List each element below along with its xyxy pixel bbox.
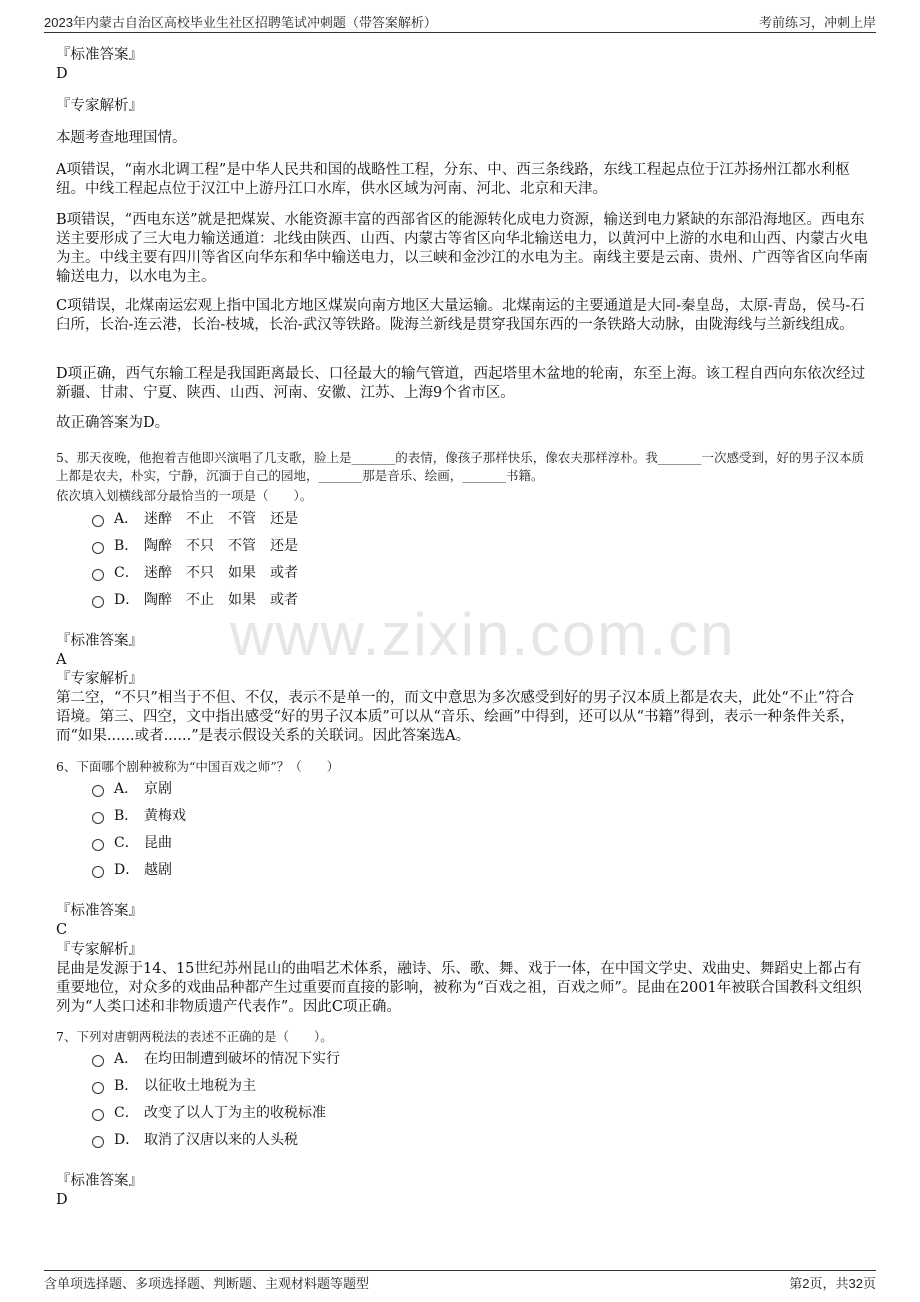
page-footer [44,1270,876,1295]
q6-option-a[interactable]: A． 京剧 [92,779,172,799]
radio-icon[interactable] [92,1109,104,1121]
q5-exp-label: 『专家解析』 [56,671,143,687]
radio-icon[interactable] [92,839,104,851]
q6-stem: 6、下面哪个剧种被称为“中国百戏之师”？（ ） [56,759,340,774]
q7-stem: 7、下列对唐朝两税法的表述不正确的是（ ）。 [56,1029,333,1044]
q5-option-c[interactable]: C． 迷醉 不只 如果 或者 [92,563,298,583]
q5-std-answer-label: 『标准答案』 [56,633,143,649]
q7-option-d[interactable]: D． 取消了汉唐以来的人头税 [92,1130,298,1150]
q4-exp-para: D项正确，西气东输工程是我国距离最长、口径最大的输气管道，西起塔里木盆地的轮南，东至上海。该工程自西向东依次经过新疆、甘肃、宁夏、陕西、山西、河南、安徽、江苏、上海9个省市区。 [56,366,866,401]
q6-exp-label: 『专家解析』 [56,942,143,958]
q5-instruction: 依次填入划横线部分最恰当的一项是（ ）。 [56,488,313,503]
q4-exp-para: 本题考查地理国情。 [56,130,187,146]
radio-icon[interactable] [92,1136,104,1148]
q5-stem: 5、那天夜晚，他抱着吉他即兴演唱了几支歌，脸上是_______的表情，像孩子那样快乐，像农夫那样淳朴。我_______一次感受到，好的男子汉本质上都是农夫，朴实，宁静，沉湎于自己的园地，_______那是音乐、绘画，_______书籍。 [56,450,864,483]
q4-std-answer-label: 『标准答案』 [56,47,143,63]
radio-icon[interactable] [92,542,104,554]
q4-exp-para: C项错误，北煤南运宏观上指中国北方地区煤炭向南方地区大量运输。北煤南运的主要通道是大同-秦皇岛，太原-青岛，侯马-石臼所，长治-连云港，长治-枝城，长治-武汉等铁路。陇海兰新线是贯穿我国东西的一条铁路大动脉，由陇海线与兰新线组成。 [56,298,865,333]
q5-option-d[interactable]: D． 陶醉 不止 如果 或者 [92,590,298,610]
header-slogan: 考前练习，冲刺上岸 [758,15,876,30]
radio-icon[interactable] [92,596,104,608]
q4-answer: D [56,66,68,82]
q7-std-answer-label: 『标准答案』 [56,1173,143,1189]
radio-icon[interactable] [92,515,104,527]
q4-exp-para: A项错误，“南水北调工程”是中华人民共和国的战略性工程，分东、中、西三条线路，东线工程起点位于江苏扬州江都水利枢纽。中线工程起点位于汉江中上游丹江口水库，供水区域为河南、河北、北京和天津。 [56,162,850,197]
q4-exp-label: 『专家解析』 [56,98,143,114]
footer-note: 含单项选择题、多项选择题、判断题、主观材料题等题型 [44,1276,370,1291]
q5-option-b[interactable]: B． 陶醉 不只 不管 还是 [92,536,298,556]
q5-answer: A [56,652,67,668]
q6-option-d[interactable]: D． 越剧 [92,860,172,880]
q6-std-answer-label: 『标准答案』 [56,903,143,919]
q6-option-c[interactable]: C． 昆曲 [92,833,172,853]
q4-exp-para: B项错误，“西电东送”就是把煤炭、水能资源丰富的西部省区的能源转化成电力资源，输送到电力紧缺的东部沿海地区。西电东送主要形成了三大电力输送通道：北线由陕西、山西、内蒙古等省区向华北输送电力，以黄河中上游的水电和山西、内蒙古火电为主。中线主要有四川等省区向华东和华中输送电力，以三峡和金沙江的水电为主。南线主要是云南、贵州、广西等省区向华南输送电力，以水电为主。 [56,212,868,285]
radio-icon[interactable] [92,569,104,581]
q5-option-a[interactable]: A． 迷醉 不止 不管 还是 [92,509,298,529]
watermark: www.zixin.com.cn [230,601,736,668]
q5-exp: 第二空，“不只”相当于不但、不仅，表示不是单一的，而文中意思为多次感受到好的男子汉本质上都是农夫，此处“不止”符合语境。第三、四空，文中指出感受“好的男子汉本质”可以从“音乐、绘画”中得到，还可以从“书籍”得到，表示一种条件关系，而“如果......或者......”是表示假设关系的关联词。因此答案选A。 [56,690,855,744]
q7-option-b[interactable]: B． 以征收土地税为主 [92,1076,256,1096]
q6-answer: C [56,922,68,938]
q7-option-a[interactable]: A． 在均田制遭到破坏的情况下实行 [92,1049,340,1069]
radio-icon[interactable] [92,785,104,797]
q6-option-b[interactable]: B． 黄梅戏 [92,806,186,826]
page-number: 第2页，共32页 [789,1276,876,1291]
radio-icon[interactable] [92,866,104,878]
header-title: 2023年内蒙古自治区高校毕业生社区招聘笔试冲刺题（带答案解析） [44,15,437,30]
q7-answer: D [56,1192,68,1208]
q4-exp-para: 故正确答案为D。 [56,415,170,431]
radio-icon[interactable] [92,1082,104,1094]
radio-icon[interactable] [92,1055,104,1067]
radio-icon[interactable] [92,812,104,824]
q6-exp: 昆曲是发源于14、15世纪苏州昆山的曲唱艺术体系，融诗、乐、歌、舞、戏于一体，在中国文学史、戏曲史、舞蹈史上都占有重要地位，对众多的戏曲品种都产生过重要而直接的影响，被称为“百戏之祖，百戏之师”。昆曲在2001年被联合国教科文组织列为“人类口述和非物质遗产代表作”。因此C项正确。 [56,961,862,1015]
q7-option-c[interactable]: C． 改变了以人丁为主的收税标准 [92,1103,326,1123]
page-header [44,10,876,33]
